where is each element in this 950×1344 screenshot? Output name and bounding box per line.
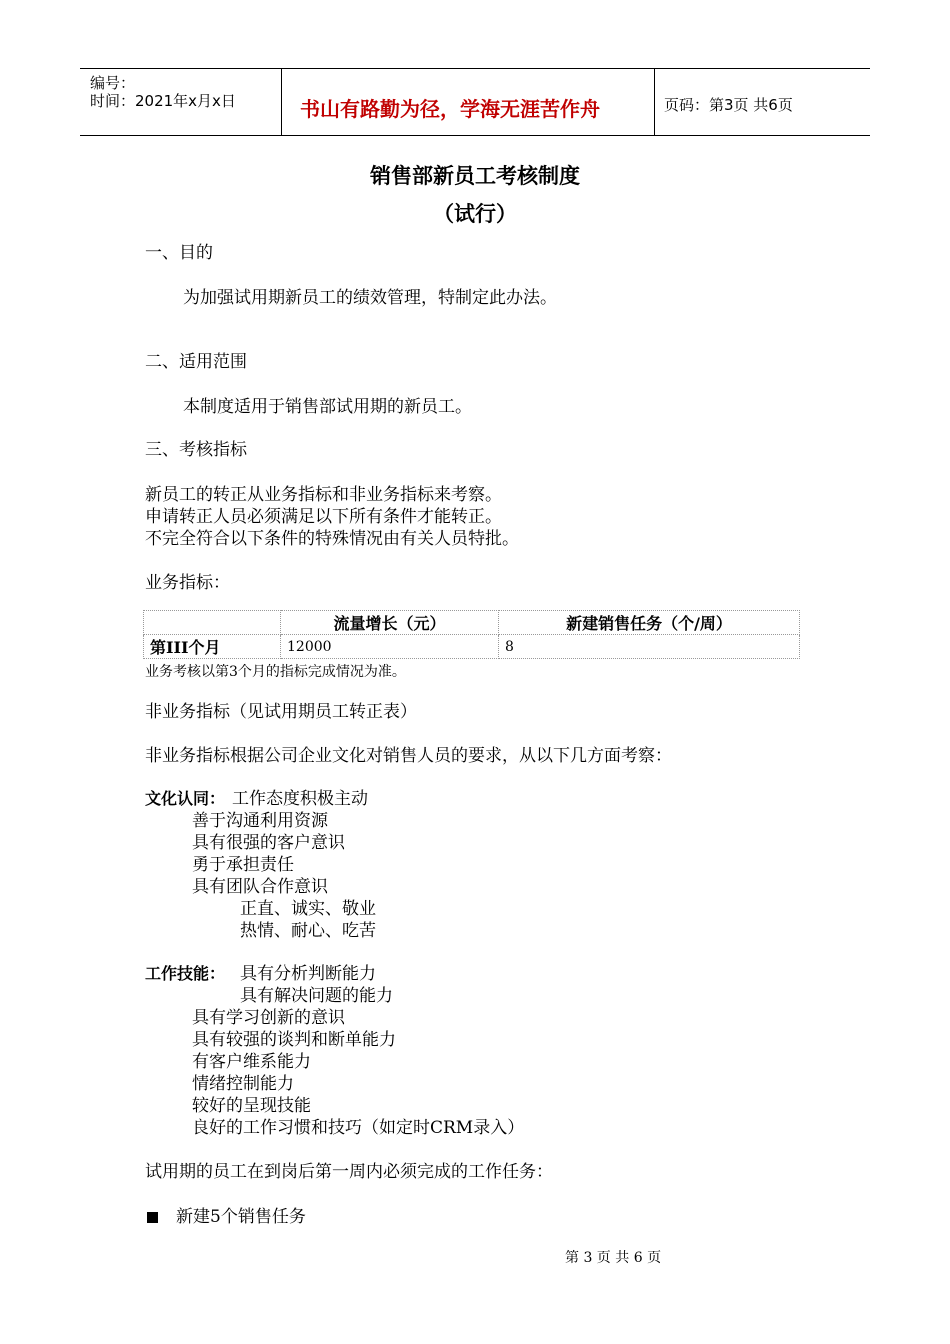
skills-item: 具有较强的谈判和断单能力 <box>192 1030 396 1050</box>
table-cell-traffic: 12000 <box>281 635 499 659</box>
culture-item: 善于沟通利用资源 <box>192 811 328 831</box>
section1-heading: 一、目的 <box>145 243 213 263</box>
header-bottom-rule <box>80 135 870 136</box>
metrics-table <box>143 610 800 659</box>
page-footer: 第 3 页 共 6 页 <box>565 1250 662 1266</box>
business-metrics-label: 业务指标： <box>145 573 230 593</box>
culture-item: 正直、诚实、敬业 <box>240 899 376 919</box>
header-number-label: 编号： <box>90 74 136 92</box>
first-week-text: 试用期的员工在到岗后第一周内必须完成的工作任务： <box>145 1162 553 1182</box>
culture-item: 具有团队合作意识 <box>192 877 328 897</box>
culture-item: 热情、耐心、吃苦 <box>240 921 376 941</box>
non-business-desc: 非业务指标根据公司企业文化对销售人员的要求，从以下几方面考察： <box>145 746 672 766</box>
table-cell-period: 第III个月 <box>144 635 281 659</box>
header-divider-right <box>654 68 655 136</box>
skills-item: 具有学习创新的意识 <box>192 1008 345 1028</box>
skills-item: 有客户维系能力 <box>192 1052 311 1072</box>
culture-item: 具有很强的客户意识 <box>192 833 345 853</box>
section3-heading: 三、考核指标 <box>145 440 247 460</box>
skills-item: 较好的呈现技能 <box>192 1096 311 1116</box>
header-page-info: 页码：第3页 共6页 <box>664 96 793 114</box>
culture-label: 文化认同： <box>145 789 226 808</box>
table-note: 业务考核以第3个月的指标完成情况为准。 <box>145 664 406 680</box>
bullet-list-item <box>147 1206 306 1228</box>
skills-item: 具有解决问题的能力 <box>240 986 393 1006</box>
table-header-cell <box>144 611 281 635</box>
square-bullet-icon <box>147 1212 158 1223</box>
table-row <box>144 635 800 659</box>
table-cell-tasks: 8 <box>499 635 800 659</box>
section2-body: 本制度适用于销售部试用期的新员工。 <box>183 397 472 417</box>
skills-item: 具有分析判断能力 <box>240 964 376 984</box>
header-time-label: 时间：2021年x月x日 <box>90 92 236 110</box>
section3-line: 新员工的转正从业务指标和非业务指标来考察。 <box>145 485 502 505</box>
doc-subtitle: （试行） <box>433 202 517 226</box>
header-divider-left <box>281 68 282 136</box>
skills-item: 良好的工作习惯和技巧（如定时CRM录入） <box>192 1118 525 1138</box>
culture-item: 工作态度积极主动 <box>232 789 368 809</box>
table-header-cell: 新建销售任务（个/周） <box>499 611 800 635</box>
section2-heading: 二、适用范围 <box>145 352 247 372</box>
section3-line: 申请转正人员必须满足以下所有条件才能转正。 <box>145 507 502 527</box>
table-header-row <box>144 611 800 635</box>
culture-item: 勇于承担责任 <box>192 855 294 875</box>
table-header-cell: 流量增长（元） <box>281 611 499 635</box>
skills-label: 工作技能： <box>145 964 226 983</box>
non-business-label: 非业务指标（见试用期员工转正表） <box>145 702 417 722</box>
section1-body: 为加强试用期新员工的绩效管理，特制定此办法。 <box>183 288 557 308</box>
skills-item: 情绪控制能力 <box>192 1074 294 1094</box>
header-top-rule <box>80 68 870 69</box>
header-motto: 书山有路勤为径，学海无涯苦作舟 <box>300 97 600 121</box>
section3-line: 不完全符合以下条件的特殊情况由有关人员特批。 <box>145 529 519 549</box>
bullet-item-text: 新建5个销售任务 <box>176 1207 306 1227</box>
doc-title: 销售部新员工考核制度 <box>370 164 580 188</box>
